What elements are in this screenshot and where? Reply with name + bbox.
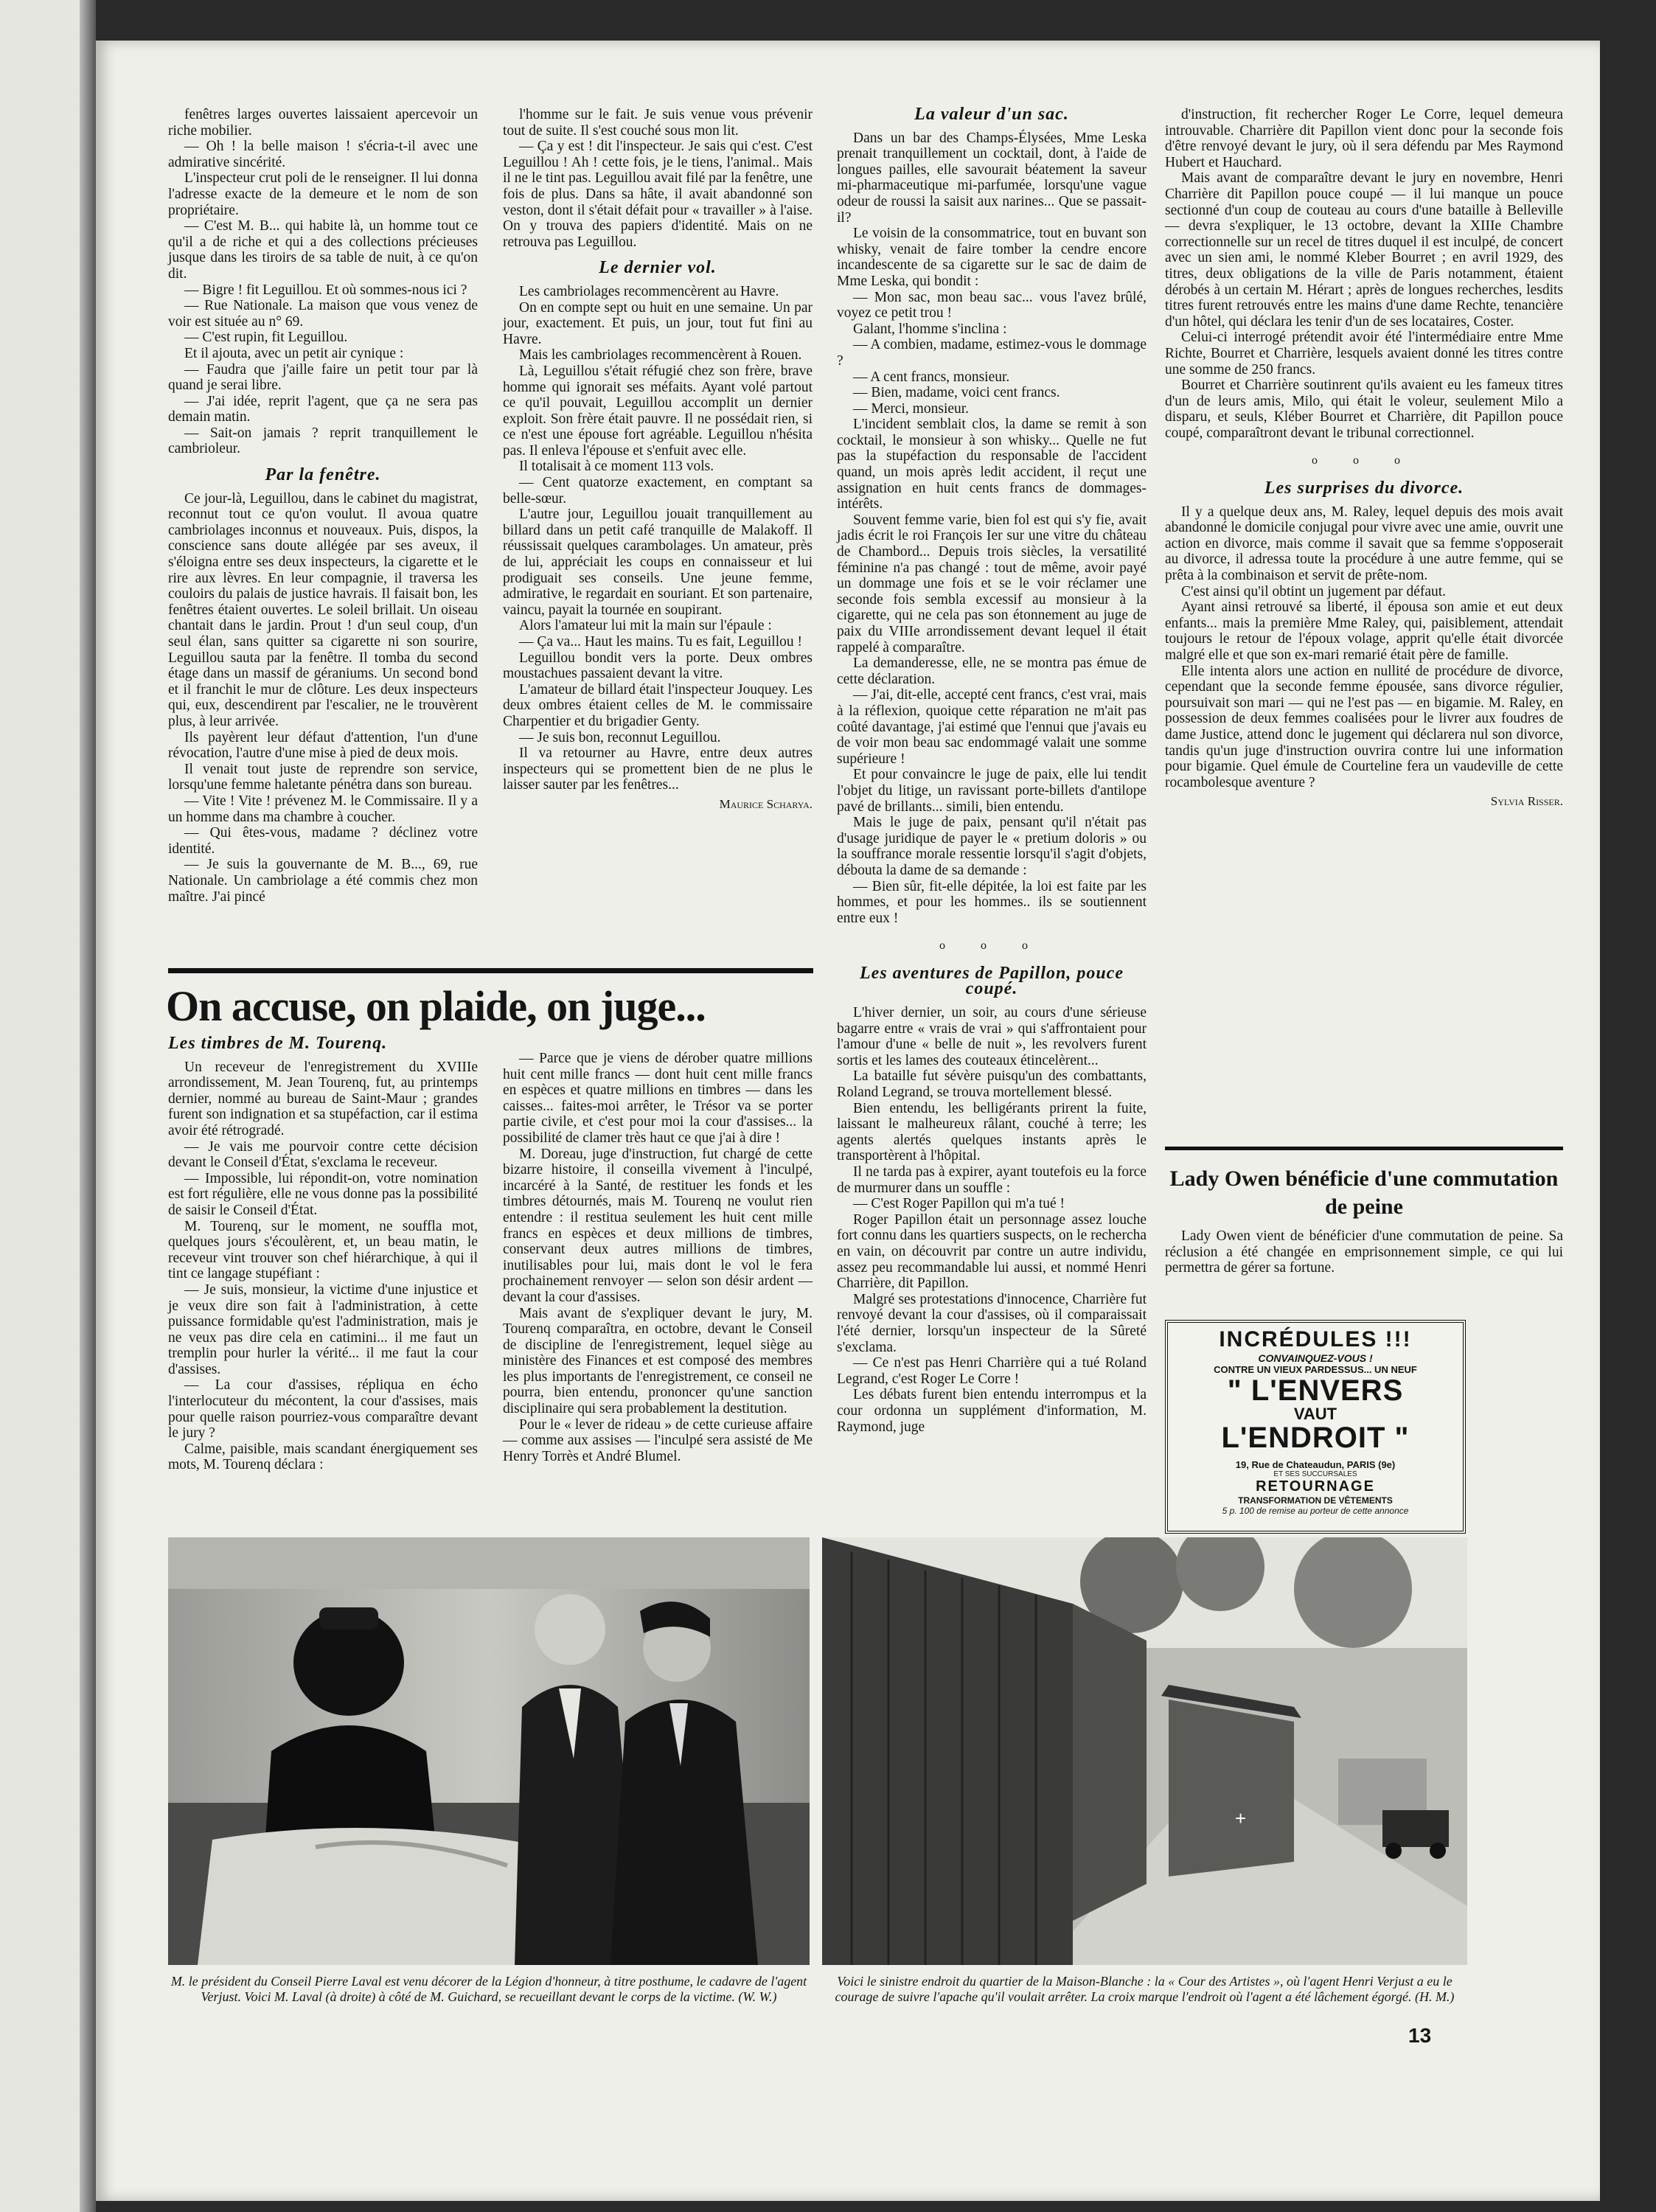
paragraph: Ils payèrent leur défaut d'attention, l'un d'une révocation, l'autre d'une mise à pied de deux mois.	[168, 729, 478, 762]
paragraph: M. Doreau, juge d'instruction, fut chargé de cette bizarre histoire, il conseilla vivement à l'inculpé, incarcéré à la Santé, de restituer les fonds et les timbres détournés, mais M. Tourenq ne voulut rien entendre : il restitua seulement les huit cent mille francs en espèces et deux millions de timbres, conservant deux autres millions de timbres, inutilisables pour lui, mais dont le vol le fera prochainement renvoyer — selon son désir ardent — devant la cour d'assises.	[503, 1146, 813, 1305]
col3-heading-2: Les aventures de Papillon, pouce coupé.	[860, 963, 1124, 999]
paragraph: Le voisin de la consommatrice, tout en buvant son whisky, venait de faire tomber la cendre encore incandescente de sa cigarette sur le sac de daim de Mme Leska, qui bondit :	[837, 226, 1147, 289]
col4-paragraphs	[1165, 107, 1563, 441]
column-4	[1165, 107, 1563, 810]
tourenq-paragraphs	[168, 1060, 478, 1473]
paragraph: Il y a quelque deux ans, M. Raley, lequel depuis des mois avait abandonné le domicile conjugal pour vivre avec une amie, ouvrit une action en divorce, mais comme il savait que sa femme s'opposerait au divorce, il adressa toute la procédure à une autre femme, qui se prêta à la combinaison et servit de prête-nom.	[1165, 504, 1563, 584]
paragraph: Les cambriolages recommencèrent au Havre.	[519, 283, 779, 299]
paragraph: L'incident semblait clos, la dame se remit à son cocktail, le monsieur à son whisky... Quelle ne fut pas la stupéfaction du responsable de l'accident quand, un mois après ledit accident, il reçut une assignation en huit cents francs de dommages-intérêts.	[837, 417, 1147, 512]
column-3	[837, 107, 1147, 1435]
ad-line-9: RETOURNAGE	[1256, 1478, 1375, 1495]
paragraph: Mais avant de s'expliquer devant le jury, M. Tourenq comparaîtra, en octobre, devant le Conseil de discipline de l'enregistrement, lequel siège au ministère des Finances et est composé des membres les plus importants de l'enregistrement, ce conseil ne pourra, bien entendu, prononcer qu'une sanction disciplinaire qui sera probablement la destitution.	[503, 1305, 813, 1417]
ad-line-6: L'ENDROIT "	[1221, 1422, 1410, 1454]
ad-line-4: " L'ENVERS	[1227, 1374, 1404, 1407]
newspaper-page	[96, 41, 1600, 2201]
paragraph: Mais les cambriolages recommencèrent à Rouen.	[519, 347, 802, 364]
paragraph: Calme, paisible, mais scandant énergiquement ses mots, M. Tourenq déclara :	[168, 1441, 478, 1473]
paragraph: — C'est rupin, fit Leguillou.	[184, 330, 348, 346]
advertisement	[1165, 1320, 1466, 1534]
paragraph: — Bigre ! fit Leguillou. Et où sommes-nous ici ?	[184, 282, 467, 298]
column-1	[168, 107, 478, 905]
paragraph: — Je suis la gouvernante de M. B..., 69, rue Nationale. Un cambriolage a été commis chez mon maître. J'ai pincé	[168, 857, 478, 905]
paragraph: M. Tourenq, sur le moment, ne souffla mot, quelques jours s'écoulèrent, et, un beau matin, le receveur vint trouver son chef hiérarchique, à qui il tint ce langage stupéfiant :	[168, 1218, 478, 1282]
paragraph: Bourret et Charrière soutinrent qu'ils avaient eu les fameux titres d'un de leurs amis, Milo, qui était le voleur, seulement Milo a disparu, et seuls, Kléber Bourret et Charrière, dit Papillon pouce coupé, comparaîtront devant le tribunal correctionnel.	[1165, 378, 1563, 441]
photo-laval	[168, 1537, 810, 1965]
col4-heading: Les surprises du divorce.	[1264, 479, 1464, 498]
paragraph: — La cour d'assises, répliqua en écho l'interlocuteur du mécontent, la cour d'assises, mais pour quelle raison pourriez-vous comparaître devant le jury ?	[168, 1377, 478, 1441]
photo-cour-image	[822, 1537, 1467, 1965]
paragraph: Il totalisait à ce moment 113 vols.	[519, 459, 714, 475]
paragraph: Il venait tout juste de reprendre son service, lorsqu'une femme haletante pénétra dans son bureau.	[168, 761, 478, 793]
paragraph: Ayant ainsi retrouvé sa liberté, il épousa son amie et eut deux enfants... mais la première Mme Raley, qui, paisiblement, attendait toujours le retour de l'époux volage, apprit qu'elle était divorcée malgré elle et que son ex-mari remarié était père de famille.	[1165, 599, 1563, 663]
paragraph: Leguillou bondit vers la porte. Deux ombres moustachues passaient devant la vitre.	[503, 650, 813, 682]
paragraph: Là, Leguillou s'était réfugié chez son frère, brave homme qui ignorait ses méfaits. Ayant volé partout ce qu'il pouvait, Leguillou accomplit un dernier exploit. Son frère était pauvre. Il ne possédait rien, si ce n'est une épouse fort agréable. Leguillou n'hésita pas. Il enleva l'épouse et s'enfuit avec elle.	[503, 363, 813, 459]
paragraph: — Qui êtes-vous, madame ? déclinez votre identité.	[168, 825, 478, 857]
paragraph: — Je suis bon, reconnut Leguillou.	[519, 729, 721, 745]
col3-paragraphs	[837, 131, 1147, 927]
paragraph: — Faudra que j'aille faire un petit tour par là quand je serai libre.	[168, 361, 478, 394]
ad-line-8: ET SES SUCCURSALES	[1273, 1470, 1357, 1478]
paragraph: — Mon sac, mon beau sac... vous l'avez brûlé, voyez ce petit trou !	[837, 289, 1147, 321]
paragraph: — A cent francs, monsieur.	[853, 369, 1010, 385]
paragraph: Mais le juge de paix, pensant qu'il n'était pas d'usage juridique de payer le « pretium doloris » ou la souffrance morale ressentie lorsqu'il s'agit d'objets, débouta la dame de sa demande :	[837, 815, 1147, 878]
col2-signature: Maurice Scharya.	[719, 796, 813, 811]
paragraph: L'autre jour, Leguillou jouait tranquillement au billard dans un petit café tranquille de Malakoff. Il réussissait quelques carambolages. Un amateur, près de lui, appréciait les coups en connaisseur et lui prodiguait ses conseils. Une jeune femme, admirative, le regardait en souriant. Et son partenaire, vaincu, payait la tournée en soupirant.	[503, 507, 813, 618]
paragraph: Celui-ci interrogé prétendit avoir été l'intermédiaire entre Mme Richte, Bourret et Charrière, lesquels avaient donné les titres contre une somme de 250 francs.	[1165, 330, 1563, 378]
paragraph: L'hiver dernier, un soir, au cours d'une sérieuse bagarre entre « vrais de vrai » qui s'affrontaient pour l'amour d'une « belle de nuit », les revolvers furent sortis et les lames des couteaux étincelèrent...	[837, 1005, 1147, 1068]
column-2	[503, 107, 813, 813]
paragraph: Pour le « lever de rideau » de cette curieuse affaire — comme aux assises — l'inculpé sera assisté de Me Henry Torrès et André Blumel.	[503, 1416, 813, 1464]
col3-separator: o o o	[939, 939, 1044, 953]
paragraph: Roger Papillon était un personnage assez louche fort connu dans les quartiers suspects, on le rechercha en vain, on découvrit par contre un autre individu, assez peu recommandable lui aussi, et nommé Henri Charrière, dit Papillon.	[837, 1211, 1147, 1292]
paragraph: L'inspecteur crut poli de le renseigner. Il lui donna l'adresse exacte de la demeure et le nom de son propriétaire.	[168, 170, 478, 218]
paragraph: — C'est M. B... qui habite là, un homme tout ce qu'il a de riche et qui a des collections précieuses jusque dans les tiroirs de sa table de nuit, à ce qu'on dit.	[168, 218, 478, 282]
paragraph: Un receveur de l'enregistrement du XVIIIe arrondissement, M. Jean Tourenq, fut, au printemps dernier, nommé au bureau de Saint-Maur ; grandes furent son indignation et sa stupéfaction, car il estima avoir été rétrogradé.	[168, 1059, 478, 1138]
paragraph: Ce jour-là, Leguillou, dans le cabinet du magistrat, reconnut tout ce qu'on voulut. Il avoua quatre cambriolages inconnus et nouveaux. Puis, dispos, la conscience sans doute allégée par ses aveux, il s'éloigna entre ses deux inspecteurs, la cigarette et le rire aux lèvres. En leur compagnie, il traversa les couloirs du palais de justice havrais. Il faisait bon, les fenêtres étaient ouvertes. Le soleil brillait. Un oiseau chantait dans le jardin. Prout ! d'un seul coup, d'un seul élan, sans quitter sa cigarette ni son sourire, Leguillou sauta par la fenêtre. Il tomba du second étage dans un massif de géraniums. Un second bond et il franchit le mur de clôture. Les deux inspecteurs qui, eux, descendirent par l'escalier, ne le trouvèrent plus, à leur arrivée.	[168, 490, 478, 729]
lady-owen-text: Lady Owen vient de bénéficier d'une commutation de peine. Sa réclusion a été changée en emprisonnement simple, ce qui lui permettra de gérer sa fortune.	[1165, 1228, 1563, 1276]
tourenq-article-left	[168, 1036, 478, 1473]
paragraph: Dans un bar des Champs-Élysées, Mme Leska prenait tranquillement un cocktail, dont, à l'aide de longues pailles, elle savourait béatement la saveur mi-pharmaceutique mi-parfumée, lorsqu'une vague odeur de roussi la saisit aux narines... Que se passait-il?	[837, 130, 1147, 226]
paragraph: Souvent femme varie, bien fol est qui s'y fie, avait jadis écrit le roi François Ier sur une vitre du château de Chambord... Depuis trois siècles, la versatilité féminine n'a pas changé : tout de même, avoir payé un dommage une fois et se le voir réclamer une seconde fois sembla excessif au monsieur à la cigarette, qui ne cela pas son étonnement au juge de paix du VIIIe arrondissement devant lequel il était rappelé à comparaître.	[837, 512, 1147, 655]
paragraph: — Bien, madame, voici cent francs.	[853, 385, 1060, 401]
paragraph: — Je suis, monsieur, la victime d'une injustice et je veux dire son fait à l'administration, à cette puissance formidable qu'est l'administration, mais je ne veux pas dire cela en catimini... il me faut un tremplin pour hurler la vérité... il me faut la cour d'assises.	[168, 1281, 478, 1377]
ad-line-7: 19, Rue de Chateaudun, PARIS (9e)	[1235, 1459, 1396, 1470]
col1-heading: Par la fenêtre.	[265, 465, 381, 485]
paragraph: — Vite ! Vite ! prévenez M. le Commissaire. Il y a un homme dans ma chambre à coucher.	[168, 793, 478, 825]
ad-line-2: CONVAINQUEZ-VOUS !	[1258, 1352, 1373, 1364]
paragraph: — Je vais me pourvoir contre cette décision devant le Conseil d'État, s'exclama le receveur.	[168, 1138, 478, 1171]
col1-paragraphs	[168, 107, 478, 457]
ad-line-1: INCRÉDULES !!!	[1219, 1327, 1412, 1352]
paragraph: — Bien sûr, fit-elle dépitée, la loi est faite par les hommes, et pour les hommes.. ils se soutiennent entre eux !	[837, 878, 1147, 926]
paragraph: Les débats furent bien entendu interrompus et la cour ordonna un supplément d'information, M. Raymond, juge	[837, 1387, 1147, 1435]
paragraph: — Parce que je viens de dérober quatre millions huit cent mille francs — dont huit cent mille francs en espèces et quatre millions en timbres — dans les caisses... faites-moi arrêter, le Trésor va se porter partie civile, et c'est pour moi la cour d'assises... la possibilité de clamer très haut ce que j'ai à dire !	[503, 1051, 813, 1146]
paragraph: — C'est Roger Papillon qui m'a tué !	[853, 1196, 1065, 1212]
paragraph: — J'ai, dit-elle, accepté cent francs, c'est vrai, mais à la réflexion, quoique cette réparation ne m'ait pas coûté davantage, j'ai estimé que l'ennui que j'avais eu de voir mon beau sac endommagé valait une somme supérieure !	[837, 687, 1147, 767]
tourenq-paragraphs-2	[503, 1051, 813, 1464]
facing-page-edge	[0, 0, 96, 2212]
paragraph: La demanderesse, elle, ne se montra pas émue de cette déclaration.	[837, 655, 1147, 687]
ad-line-5: VAUT	[1293, 1405, 1337, 1423]
paragraph: — Impossible, lui répondit-on, votre nomination est fort régulière, elle ne vous donne pas la possibilité de saisir le Conseil d'État.	[168, 1170, 478, 1218]
headline-rule	[168, 968, 813, 973]
paragraph: Il ne tarda pas à expirer, ayant toutefois eu la force de murmurer dans un souffle :	[837, 1164, 1147, 1196]
paragraph: — A combien, madame, estimez-vous le dommage ?	[837, 337, 1147, 369]
paragraph: — Ça y est ! dit l'inspecteur. Je sais qui c'est. C'est Leguillou ! Ah ! cette fois, je le tiens, l'animal.. Mais il ne le tint pas. Leguillou avait filé par la fenêtre, une fois de plus. Dans sa hâte, il avait abandonné son veston, dont il s'était défait pour « travailler » à l'aise. On y trouva des papiers d'identité. Mais on ne retrouva pas Leguillou.	[503, 139, 813, 250]
lady-owen-article	[1165, 1165, 1563, 1276]
paragraph: d'instruction, fit rechercher Roger Le Corre, lequel demeura introuvable. Charrière dit Papillon vient donc pour la seconde fois d'être renvoyé devant le jury, où il sera défendu par Mes Raymond Hubert et Hauchard.	[1165, 107, 1563, 170]
paragraph: Mais avant de comparaître devant le jury en novembre, Henri Charrière dit Papillon pouce coupé — il lui manque un pouce sectionné d'un coup de couteau au cours d'une bataille à Belleville — devra s'expliquer, le 13 octobre, devant la XIIIe Chambre correctionnelle sur un recel de titres duquel il est inculpé, de concert avec un sien ami, le nommé Kleber Bourret ; en avril 1929, des titres, deux obligations de la ville de Paris notamment, étaient dérobés à un certain M. Hérart ; après de longues recherches, lesdits titres furent retrouvés entre les mains d'une dame Rechte, tenancière d'un hôtel, qui déclara les tenir d'un de ses locataires, Coster.	[1165, 170, 1563, 330]
lady-owen-title: Lady Owen bénéficie d'une commutation de peine	[1169, 1166, 1559, 1219]
paragraph: Alors l'amateur lui mit la main sur l'épaule :	[519, 618, 772, 634]
paragraph: — Sait-on jamais ? reprit tranquillement le cambrioleur.	[168, 425, 478, 457]
paragraph: Elle intenta alors une action en nullité de procédure de divorce, cependant que la seconde femme épousée, sans divorce régulier, poursuivait son mari — qui ne l'est pas — en bigamie. M. Raley, en possession de deux femmes coalisées pour le livrer aux foudres de dame Justice, attend donc le jugement qui déclarera nul son divorce, tandis qu'un juge d'instruction ouvrira contre lui une information pour bigamie. Quel émule de Courteline fera un vaudeville de cette rocambolesque aventure ?	[1165, 663, 1563, 790]
col2-paragraphs-2	[503, 284, 813, 793]
col3-heading: La valeur d'un sac.	[914, 105, 1069, 124]
col2-paragraphs	[503, 107, 813, 250]
main-headline: On accuse, on plaide, on juge...	[166, 982, 706, 1030]
paragraph: — Ce n'est pas Henri Charrière qui a tué Roland Legrand, c'est Roger Le Corre !	[837, 1355, 1147, 1387]
page-number: 13	[1408, 2024, 1432, 2047]
col2-heading: Le dernier vol.	[599, 258, 717, 278]
col4-separator: o o o	[1312, 454, 1416, 467]
col3-paragraphs-2	[837, 1005, 1147, 1435]
paragraph: On en compte sept ou huit en une semaine. Un par jour, exactement. Et puis, un jour, tout fut fini au Havre.	[503, 299, 813, 347]
paragraph: — Oh ! la belle maison ! s'écria-t-il avec une admirative sincérité.	[168, 139, 478, 170]
caption-laval: M. le président du Conseil Pierre Laval est venu décorer de la Légion d'honneur, à titre posthume, le cadavre de l'agent Verjust. Voici M. Laval (à droite) à côté de M. Guichard, se recueillant devant le corps de la victime. (W. W.)	[170, 1974, 807, 2004]
paragraph: — Merci, monsieur.	[853, 400, 970, 417]
col1-paragraphs-2	[168, 491, 478, 905]
paragraph: Bien entendu, les belligérants prirent la fuite, laissant le malheureux râlant, couché à terre; les agents alertés quelques instants après le transportèrent à l'hôpital.	[837, 1100, 1147, 1164]
paragraph: fenêtres larges ouvertes laissaient apercevoir un riche mobilier.	[168, 107, 478, 139]
ad-line-3: CONTRE UN VIEUX PARDESSUS... UN NEUF	[1214, 1364, 1417, 1375]
paragraph: — Cent quatorze exactement, en comptant sa belle-sœur.	[503, 475, 813, 507]
caption-cour: Voici le sinistre endroit du quartier de la Maison-Blanche : la « Cour des Artistes », où l'agent Henri Verjust a eu le courage de suivre l'apache qu'il voulait arrêter. La croix marque l'endroit où l'agent a été lâchement égorgé. (H. M.)	[835, 1974, 1455, 2004]
cross-mark: +	[1235, 1807, 1247, 1829]
col4-paragraphs-2	[1165, 504, 1563, 791]
photo-cour-des-artistes	[822, 1537, 1467, 1965]
ad-line-10: TRANSFORMATION DE VÊTEMENTS	[1238, 1495, 1393, 1506]
col4-signature: Sylvia Risser.	[1490, 794, 1563, 809]
paragraph: Et pour convaincre le juge de paix, elle lui tendit l'objet du litige, un ravissant porte-billets d'antilope pavé de brillants... simili, bien entendu.	[837, 767, 1147, 815]
tourenq-heading: Les timbres de M. Tourenq.	[168, 1034, 388, 1053]
paragraph: Galant, l'homme s'inclina :	[853, 321, 1007, 337]
paragraph: Il va retourner au Havre, entre deux autres inspecteurs qui se promettent bien de ne plus le laisser sauter par les fenêtres...	[503, 745, 813, 793]
tourenq-article-right	[503, 1051, 813, 1464]
photo-laval-image	[168, 1537, 810, 1965]
ad-line-11: 5 p. 100 de remise au porteur de cette annonce	[1222, 1506, 1409, 1516]
paragraph: — Ça va... Haut les mains. Tu es fait, Leguillou !	[519, 634, 803, 650]
paragraph: — Rue Nationale. La maison que vous venez de voir est située au n° 69.	[168, 298, 478, 330]
paragraph: La bataille fut sévère puisqu'un des combattants, Roland Legrand, se trouva mortellement blessé.	[837, 1068, 1147, 1101]
paragraph: C'est ainsi qu'il obtint un jugement par défaut.	[1181, 583, 1447, 599]
lady-owen-rule	[1165, 1147, 1563, 1150]
paragraph: — J'ai idée, reprit l'agent, que ça ne sera pas demain matin.	[168, 393, 478, 425]
paragraph: L'amateur de billard était l'inspecteur Jouquey. Les deux ombres étaient celles de M. le commissaire Charpentier et du brigadier Genty.	[503, 681, 813, 729]
paragraph: l'homme sur le fait. Je suis venue vous prévenir tout de suite. Il s'est couché sous mon lit.	[503, 107, 813, 139]
paragraph: Et il ajouta, avec un petit air cynique :	[184, 345, 404, 361]
paragraph: Malgré ses protestations d'innocence, Charrière fut renvoyé devant la cour d'assises, où il comparaissait l'été dernier, lorsqu'un inspecteur de la Sûreté s'exclama.	[837, 1291, 1147, 1355]
